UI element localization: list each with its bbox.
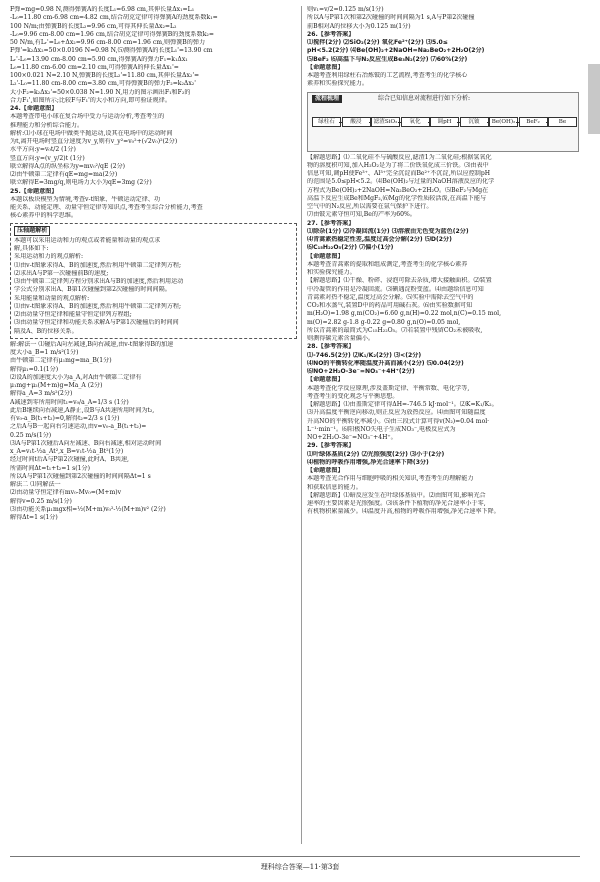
text-line: L⁻¹·min⁻¹。⑹阳极NO失电子生成NO₃⁻,电极反应式为	[307, 425, 456, 433]
text-line: 素养和实验探究能力。	[307, 80, 368, 88]
q26-answer	[307, 39, 579, 64]
text-line: 水平方向:y=v₀t/2 (1分)	[10, 146, 76, 154]
flow-title: 流程梳理	[312, 95, 342, 103]
q26-flow-diagram	[307, 92, 579, 152]
text-line: 100×0.021 N=2.10 N,弹簧B的长度L₂'=11.80 cm,其伸长量Δx₂'=	[10, 72, 200, 79]
q27-analysis	[307, 277, 579, 343]
text-line: 推理能力和分析综合能力。	[10, 121, 84, 129]
q27-answer-label: 【参考答案】	[317, 219, 355, 227]
text-line: 解得μ₁=0.1(1分)	[10, 365, 59, 373]
text-line: L₂'-L₀=11.80 cm-8.00 cm=3.80 cm,可得弹簧B的弹力F₂=k₂Δx₂'	[10, 80, 196, 88]
q24-number: 24.	[10, 105, 21, 112]
text-line: 本题考查化学反应原理,涉及盖斯定律、平衡常数、电化学等,	[307, 384, 470, 392]
q29-answer	[307, 451, 579, 468]
text-line: ⑴由v-t图象求得A、B的加速度,然后利用牛顿第二定律列方程;	[14, 261, 182, 269]
text-line: ⑶由动量守恒定律和功能关系求解A与P第1次碰撞后的时间间	[14, 319, 179, 327]
text-line: 本题以板块模型为情境,考查v-t图象、牛顿运动定律、功	[10, 195, 161, 203]
text-line: 解得Δt=1 s(1分)	[10, 514, 58, 521]
answer-line: ⑴叶绿体基质(2分) ⑵光照强度(2分) ⑶小于(2分)	[307, 450, 445, 458]
text-line: 采用运动和力的观点解析:	[14, 253, 84, 261]
page-footer: 理科综合答案—11·第3套	[260, 863, 340, 871]
text-line: 100 N/m;由弹簧B的长度L₂=9.96 cm,可得其伸长量Δx₂=L₂	[10, 22, 177, 30]
q24-tag: 【命题意图】	[20, 105, 58, 112]
text-line: 本题考查利用绿柱石冶炼铍的工艺流程,考查考生的化学核心	[307, 72, 468, 79]
q24-section	[10, 105, 297, 188]
q25-tag: 【命题意图】	[20, 187, 58, 195]
text-line: 空气中的N₂反应,所以需要在氩气保护下进行。	[307, 203, 433, 210]
flow-node: 调pH	[430, 117, 459, 128]
q26-section	[307, 31, 579, 220]
text-line: 经过时间t后A与P第2次碰撞,此时A、B共速,	[10, 456, 129, 464]
text-line: 有v₀-a_B(t₁+t₂)=0,解得t₂=2/3 s (1分)	[10, 415, 120, 422]
text-line: 能关系、动能定理、动量守恒定律等知识点,考查考生综合分析能力,考查	[10, 204, 203, 211]
text-line: 联立解得A点的纵坐标为y=mv₀²/qE (2分)	[10, 162, 126, 170]
q25-heading	[10, 188, 297, 196]
column-divider	[301, 6, 302, 844]
q24-heading	[10, 105, 297, 113]
text-line: ⑶升高温度平衡逆向移动,则正反应为放热反应。⑷由图可知随温度	[307, 409, 486, 417]
flow-node: Be(OH)₂	[489, 117, 518, 128]
q25-section	[10, 188, 297, 523]
q28-answer-label: 【参考答案】	[317, 343, 355, 351]
flow-node: BeF₂	[519, 117, 548, 128]
text-line: -L₀=9.96 cm-8.00 cm=1.96 cm,结合胡克定律可得弹簧B的劲度系数k₂=	[10, 30, 214, 38]
text-line: ⑶由功能关系μ₁mgx相=½(M+m)v₀²-½(M+m)v² (2分)	[10, 505, 166, 513]
text-line: 的范围是5.0≤pH<5.2。⑷Be(OH)₂与过量的NaOH溶液反应的化学	[307, 178, 495, 186]
q26-answer-label: 【参考答案】	[317, 30, 355, 38]
q25-box-body	[14, 237, 293, 336]
text-line: 解法二 ⑴同解法一	[10, 481, 61, 488]
text-line: A减速到零所用时间t₁=v₀/a_A=1/3 s (1分)	[10, 398, 129, 406]
q26-analysis	[307, 154, 579, 220]
q28-heading	[307, 343, 579, 351]
text-line: 由牛顿第二定律有μ₁mg=ma_B(1分)	[10, 357, 112, 365]
text-line: 采用能量和动量的观点解析:	[14, 294, 90, 302]
text-line: 度大小a_B=1 m/s²(1分)	[10, 349, 79, 356]
text-line: F弹'=k₂Δx₂=50×0.0196 N=0.98 N,⑸测得弹簧A的长度L₁'=13.90 cm	[10, 47, 213, 55]
text-line: 所需时间Δt=t₁+t₂=1 s(1分)	[10, 464, 90, 472]
text-line: 学公式分别求出A、B第1次碰撞到第2次碰撞的时间间隔。	[14, 286, 171, 294]
text-line: -L₀=11.80 cm-6.98 cm=4.82 cm,结合胡克定律可得弹簧A的劲度系数k₁=	[10, 14, 218, 22]
text-line: μ₁mg+μ₂(M+m)g=Ma_A (2分)	[10, 382, 103, 389]
answer-line: ⑹C₁₅H₂₂O₅(2分) ⑺偏小(1分)	[307, 244, 394, 252]
q26-number: 26.	[307, 30, 318, 38]
flow-subtitle: 综合已知信息对流程进行如下分析:	[378, 94, 471, 102]
text-line: 则测得碳元素含量偏小。	[307, 335, 375, 342]
q27-number: 27.	[307, 219, 318, 227]
text-line: 解:解法一 ⑴碰后A向左减速,B向右减速,由v-t图象得B的加速	[10, 340, 174, 348]
q24-body	[10, 113, 297, 187]
text-line: 和获取信息的能力。	[307, 483, 362, 491]
q28-intent	[307, 385, 579, 402]
answer-line: ⑷NO的平衡转化率随温度升高而减小(2分) ⑸0.04(2分)	[307, 359, 464, 367]
q29-answer-label: 【参考答案】	[317, 442, 355, 450]
text-line: 本题考查带电小球在复合场中受力与运动分析,考查考生的	[10, 113, 165, 121]
q29-intent	[307, 475, 579, 492]
text-line: 升高NO的平衡转化率减小。⑸由三段式计算可得v(N₂)=0.04 mol·	[307, 417, 490, 425]
q25-analysis-box	[10, 223, 297, 339]
text-line: 此后B继续向右减速,A静止,设B与A共速所用时间为t₂,	[10, 406, 155, 414]
text-line: NO+2H₂O-3e⁻=NO₃⁻+4H⁺。	[307, 434, 397, 441]
text-line: 考查考生的变化观念与平衡思想。	[307, 392, 399, 400]
flow-node: 酸浸	[342, 117, 371, 128]
flow-node: 氧化	[401, 117, 430, 128]
text-line: 物的溶度积可知,加入H₂O₂是为了将二价铁氧化成三价铁。⑶由表中	[307, 161, 489, 169]
text-line: 隔及A、B的位移关系。	[14, 327, 78, 335]
q29-heading	[307, 442, 579, 450]
text-line: 【解题思路】⑴干燥、粉碎、浸泡可除去杂质,增大接触面积。⑵装置	[307, 277, 492, 285]
text-line: 核心素养中的科学思维。	[10, 212, 78, 220]
text-line: 中冷凝管的作用是冷凝回流。⑶碘遇淀粉变蓝。⑷由题给信息可知	[307, 285, 484, 293]
page-edge-tab	[588, 64, 600, 134]
answer-line: ⑹NO+2H₂O-3e⁻=NO₃⁻+4H⁺(2分)	[307, 368, 415, 375]
text-line: 联立解得E=3mg/q,则电场力大小为qE=3mg (2分)	[10, 179, 152, 187]
q25-number: 25.	[10, 187, 21, 195]
text-line: 所以A与P第1次碰撞到第2次碰撞的时间间隔Δt=1 s	[10, 472, 151, 480]
q27-heading	[307, 220, 579, 228]
text-line: 【解题思路】⑴暗反应发生在叶绿体基质中。⑵由图可知,影响光合	[307, 491, 486, 499]
text-line: 解,具体如下:	[14, 245, 49, 252]
text-line: 所以A与P第1次和第2次碰撞的时间间隔为1 s,A与P第2次碰撞	[307, 14, 475, 22]
text-line: 之后A与B一起向右匀速运动,由v=v₀-a_B(t₁+t₂)=	[10, 423, 147, 431]
right-column	[307, 6, 579, 844]
q28-section	[307, 343, 579, 442]
text-line: ⑺由铍元素守恒可知,Be的产率为60%。	[307, 211, 416, 219]
text-line: m(H₂O)=1.98 g,m(CO₂)=6.60 g,n(H)=0.22 mol,n(C)=0.15 mol,	[307, 310, 502, 318]
text-line: x_A=v₁t-½a_At²,x_B=v₁t-½a_Bt²(1分)	[10, 448, 124, 455]
q28-analysis	[307, 401, 579, 442]
text-line: 信息可知,调pH使Fe³⁺、Al³⁺完全沉淀而Be²⁺不沉淀,所以应控制pH	[307, 170, 491, 177]
footer-rule	[10, 856, 580, 857]
text-line: 大小F₂=k₂Δx₂'=50×0.038 N=1.90 N,用力的图示画出F₁和F₂的	[10, 88, 191, 96]
text-line: 本题考查光合作用与细胞呼吸的相关知识,考查考生的理解能力	[307, 475, 474, 483]
text-line: 解得a_A=3 m/s²(2分)	[10, 390, 73, 398]
flow-node: 绿柱石	[312, 117, 341, 128]
answer-line: pH<5.2(2分) ⑷Be(OH)₂+2NaOH=Na₂BeO₂+2H₂O(2分)	[307, 47, 485, 55]
q28-intent-tag: 【命题意图】	[307, 376, 344, 384]
flow-node: Be	[548, 117, 577, 128]
left-column	[10, 6, 297, 844]
text-line: 和实验探究能力。	[307, 269, 356, 276]
q27-answer	[307, 228, 579, 253]
text-line: 方程式为Be(OH)₂+2NaOH=Na₂BeO₂+2H₂O。⑸BeF₂与Mg在	[307, 186, 489, 194]
text-line: 为t,离开电场时竖直分速度为v_y,则有v_y²=v₀²+(√2v₀)²(2分)	[10, 138, 178, 145]
q26-intent-tag: 【命题意图】	[307, 63, 344, 71]
text-line: ⑵由牛顿第二定律有qE=mg=ma(2分)	[10, 171, 118, 178]
text-line: 【解题思路】⑴由盖斯定律可得ΔH=-746.5 kJ·mol⁻¹。⑵K=K₁/K₂。	[307, 401, 498, 408]
text-line: CO₂和水蒸气,装置D中的药品可用碱石灰。⑹由实验数据可知	[307, 302, 473, 309]
q29-intent-tag: 【命题意图】	[307, 467, 344, 474]
text-line: L₀=11.80 cm-6.00 cm=2.10 cm,可得弹簧A的伸长量Δx₁'=	[10, 63, 179, 71]
text-line: ⑶A与P第1次碰后A向左减速、B向右减速,相对运动时间	[10, 439, 162, 447]
text-line: 则v₁=v/2=0.125 m/s(1分)	[307, 6, 384, 13]
text-line: ⑵由动量守恒定律和能量守恒定律列方程组;	[14, 311, 132, 318]
text-line: ⑵求出A与P第一次碰撞前B的速度;	[14, 269, 109, 277]
q27-intent	[307, 261, 579, 278]
text-line: 速率的主要因素是光照强度。⑶该条件下植物的净光合速率小于零,	[307, 500, 486, 507]
text-line: 50 N/m,有Lᵣ'=L₀+Δx₂=9.96 cm-8.00 cm=1.96 cm,则弹簧B的弹力	[10, 39, 206, 46]
answer-line: ⑴搅拌(2分) ⑵SiO₂(2分) 氧化Fe²⁺(2分) ⑶5.0≤	[307, 39, 448, 46]
text-line: 解析:⑴小球在电场中做类平抛运动,设其在电场中的运动时间	[10, 129, 173, 137]
text-line: 前B相对A的位移大小为0.125 m(1分)	[307, 22, 411, 30]
answer-line: ⑴-746.5(2分) ⑵K₁/K₂(2分) ⑶<(2分)	[307, 351, 422, 359]
text-line: 0.25 m/s(1分)	[10, 431, 52, 439]
text-line: 本题可以采用运动和力的观点或者能量和动量的观点求	[14, 236, 161, 244]
text-line: 本题考查青蒿素的提取和组成测定,考查考生的化学核心素养	[307, 260, 468, 268]
text-line: ⑴由v-t图象求得A、B的加速度,然后利用牛顿第二定律列方程;	[14, 302, 182, 310]
q29-section	[307, 442, 579, 516]
q29-analysis	[307, 492, 579, 517]
q28-number: 28.	[307, 343, 318, 351]
flow-node: 沉铍	[460, 117, 489, 128]
text-line: Lᵣ'-L₀=13.90 cm-8.00 cm=5.90 cm,得弹簧A的弹力F₁=k₁Δx₁	[10, 55, 188, 63]
q28-answer	[307, 352, 579, 377]
q27-intent-tag: 【命题意图】	[307, 252, 344, 260]
text-line: 竖直方向:y=(v_y/2)t (1分)	[10, 154, 85, 162]
text-line: 青蒿素对热不稳定,温度过高会分解。⑸实验中需除去空气中的	[307, 293, 474, 301]
text-line: 有机物积累量减少。⑷温度升高,植物的呼吸作用增强,净光合速率下降。	[307, 508, 500, 516]
text-line: 解得v=0.25 m/s(1分)	[10, 497, 72, 505]
q25-intent	[10, 196, 297, 221]
text-line: 高温下反应生成Be和MgF₂,⑹Mg的化学性质较活泼,在高温下能与	[307, 194, 487, 202]
text-line: ⑵由动量守恒定律有mv₀-Mv₀=(M+m)v	[10, 489, 122, 497]
q26-intent	[307, 72, 579, 89]
q25-solution-end	[307, 6, 579, 31]
q29-number: 29.	[307, 442, 318, 450]
flow-node: 滤渣SiO₂	[371, 117, 400, 128]
answer-line: ⑷青蒿素热稳定性差,温度过高会分解(2分) ⑸D(2分)	[307, 236, 452, 243]
text-line: F弹=mg=0.98 N,测得弹簧A的长度L₁=6.98 cm,其伸长量Δx₁=L₁	[10, 6, 195, 13]
text-line: 【解题思路】⑴二氧化硅不与硫酸反应,滤渣1为二氧化硅;根据氢氧化	[307, 153, 492, 161]
text-line: 合力F₁',如图所示;比较F与F₁'的大小和方向,即可验证规律。	[10, 96, 171, 104]
answer-line: ⑷植物的呼吸作用增强,净光合速率下降(3分)	[307, 458, 429, 466]
text-line: ⑶由牛顿第二定律列方程分别求出A与B的加速度,然后利用运动	[14, 278, 184, 285]
q23-continuation	[10, 6, 297, 105]
text-line: 所以青蒿素的最简式为C₁₅H₂₂O₅。⑺若装置中残留CO₂未被吸收,	[307, 326, 483, 334]
q26-heading	[307, 31, 579, 39]
text-line: ⑵设A的加速度大小为a_A,对A由牛顿第二定律有	[10, 373, 142, 381]
text-line: m(O)=2.82 g-1.8 g-0.22 g=0.80 g,n(O)=0.05 mol,	[307, 318, 461, 326]
q25-box-title: 压轴题解析	[14, 226, 50, 236]
answer-line: ⑸BeF₂ ⑹高温下与N₂反应生成Be₃N₂(2分) ⑺60%(2分)	[307, 55, 468, 63]
answer-line: ⑴除杂(1分) ⑵冷凝回流(1分) ⑶溶液由无色变为蓝色(2分)	[307, 227, 469, 235]
q27-section	[307, 220, 579, 344]
q25-solution	[10, 341, 297, 523]
